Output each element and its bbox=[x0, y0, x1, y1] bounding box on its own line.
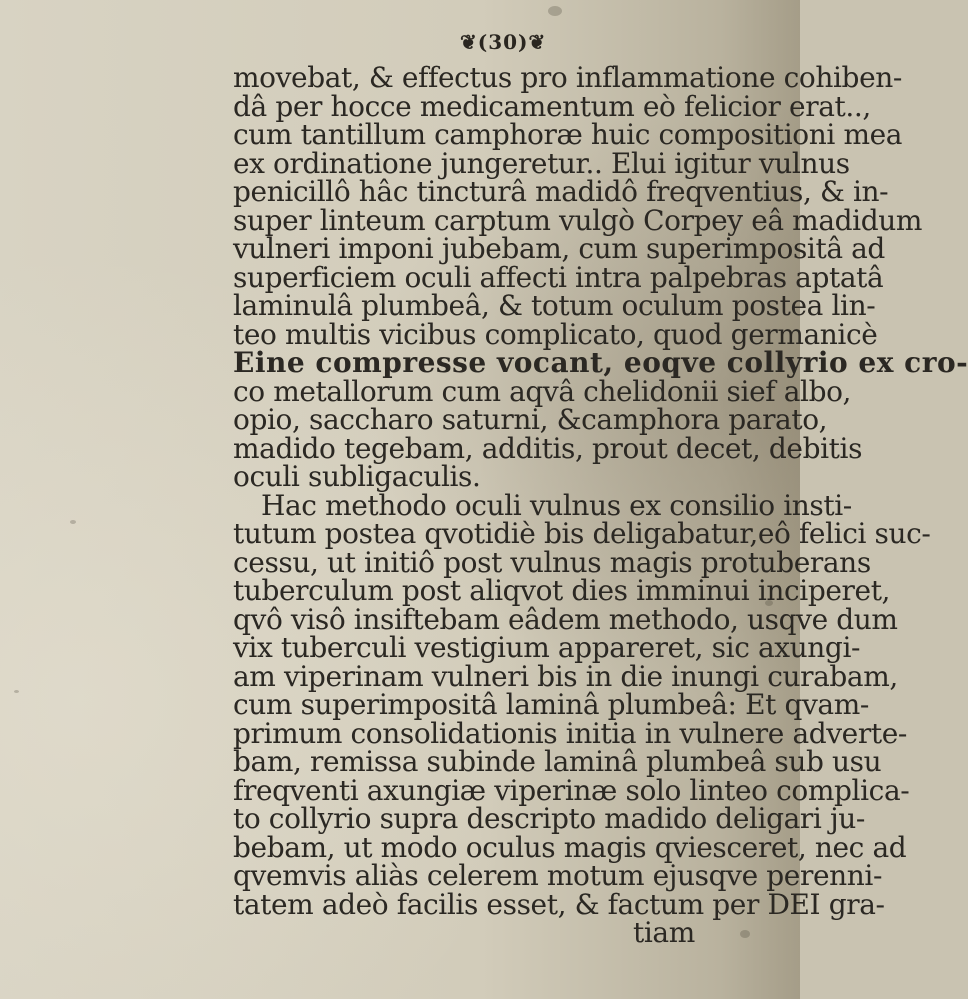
text-line: dâ per hocce medicamentum eò felicior erat.., bbox=[233, 89, 871, 123]
paper-speck bbox=[14, 690, 19, 693]
text-line: opio, saccharo saturni, &camphora parato, bbox=[233, 403, 828, 436]
text-line: tutum postea qvotidiè bis deligabatur,eô felici suc- bbox=[233, 517, 931, 550]
text-line: superficiem oculi affecti intra palpebras aptatâ bbox=[233, 260, 884, 294]
text-line: cum superimpositâ laminâ plumbeâ: Et qvam- bbox=[233, 688, 869, 721]
text-line: movebat, & effectus pro inflammatione cohiben- bbox=[233, 61, 902, 94]
text-line: qvemvis aliàs celerem motum ejusqve perenni- bbox=[233, 859, 882, 892]
page-header bbox=[460, 30, 546, 54]
text-line: oculi subligaculis. bbox=[233, 460, 481, 493]
page-number: (30) bbox=[477, 30, 529, 54]
text-line: am viperinam vulneri bis in die inungi curabam, bbox=[233, 659, 898, 693]
body-text bbox=[233, 61, 968, 949]
text-line: tatem adeò facilis esset, & factum per DEI gra- bbox=[233, 887, 885, 921]
paper-speck bbox=[70, 520, 76, 524]
text-line: madido tegebam, additis, prout decet, debitis bbox=[233, 431, 863, 465]
text-line: teo multis vicibus complicato, quod germanicè bbox=[233, 317, 878, 351]
text-line: penicillô hâc tincturâ madidô freqventius, & in- bbox=[233, 175, 889, 208]
text-line: bebam, ut modo oculus magis qviesceret, nec ad bbox=[233, 830, 907, 864]
text-line: freqventi axungiæ viperinæ solo linteo complica- bbox=[233, 773, 910, 807]
text-line: qvô visô insiftebam eâdem methodo, usqve dum bbox=[233, 602, 898, 636]
paper-speck bbox=[548, 6, 562, 16]
text-line: Eine compresse vocant, eoqve collyrio ex cro- bbox=[233, 346, 968, 379]
text-line: bam, remissa subinde laminâ plumbeâ sub usu bbox=[233, 745, 882, 778]
catchword: tiam bbox=[633, 916, 695, 949]
text-line: super linteum carptum vulgò Corpey eâ madidum bbox=[233, 203, 923, 237]
text-line: Hac methodo oculi vulnus ex consilio insti- bbox=[261, 488, 852, 522]
text-line: primum consolidationis initia in vulnere adverte- bbox=[233, 716, 907, 750]
text-line: cessu, ut initiô post vulnus magis protuberans bbox=[233, 545, 871, 579]
header-ornament-right: ❦ bbox=[528, 30, 547, 54]
text-line: cum tantillum camphoræ huic compositioni mea bbox=[233, 118, 903, 151]
text-line: tuberculum post aliqvot dies imminui inciperet, bbox=[233, 574, 891, 607]
text-line: to collyrio supra descripto madido deligari ju- bbox=[233, 802, 865, 835]
text-line: ex ordinatione jungeretur.. Elui igitur vulnus bbox=[233, 146, 850, 180]
text-line: laminulâ plumbeâ, & totum oculum postea lin- bbox=[233, 289, 876, 322]
text-line: co metallorum cum aqvâ chelidonii sief albo, bbox=[233, 374, 852, 408]
text-line: vulneri imponi jubebam, cum superimpositâ ad bbox=[233, 232, 885, 265]
text-line: vix tuberculi vestigium appareret, sic axungi- bbox=[233, 631, 861, 664]
header-ornament-left: ❦ bbox=[460, 30, 478, 54]
